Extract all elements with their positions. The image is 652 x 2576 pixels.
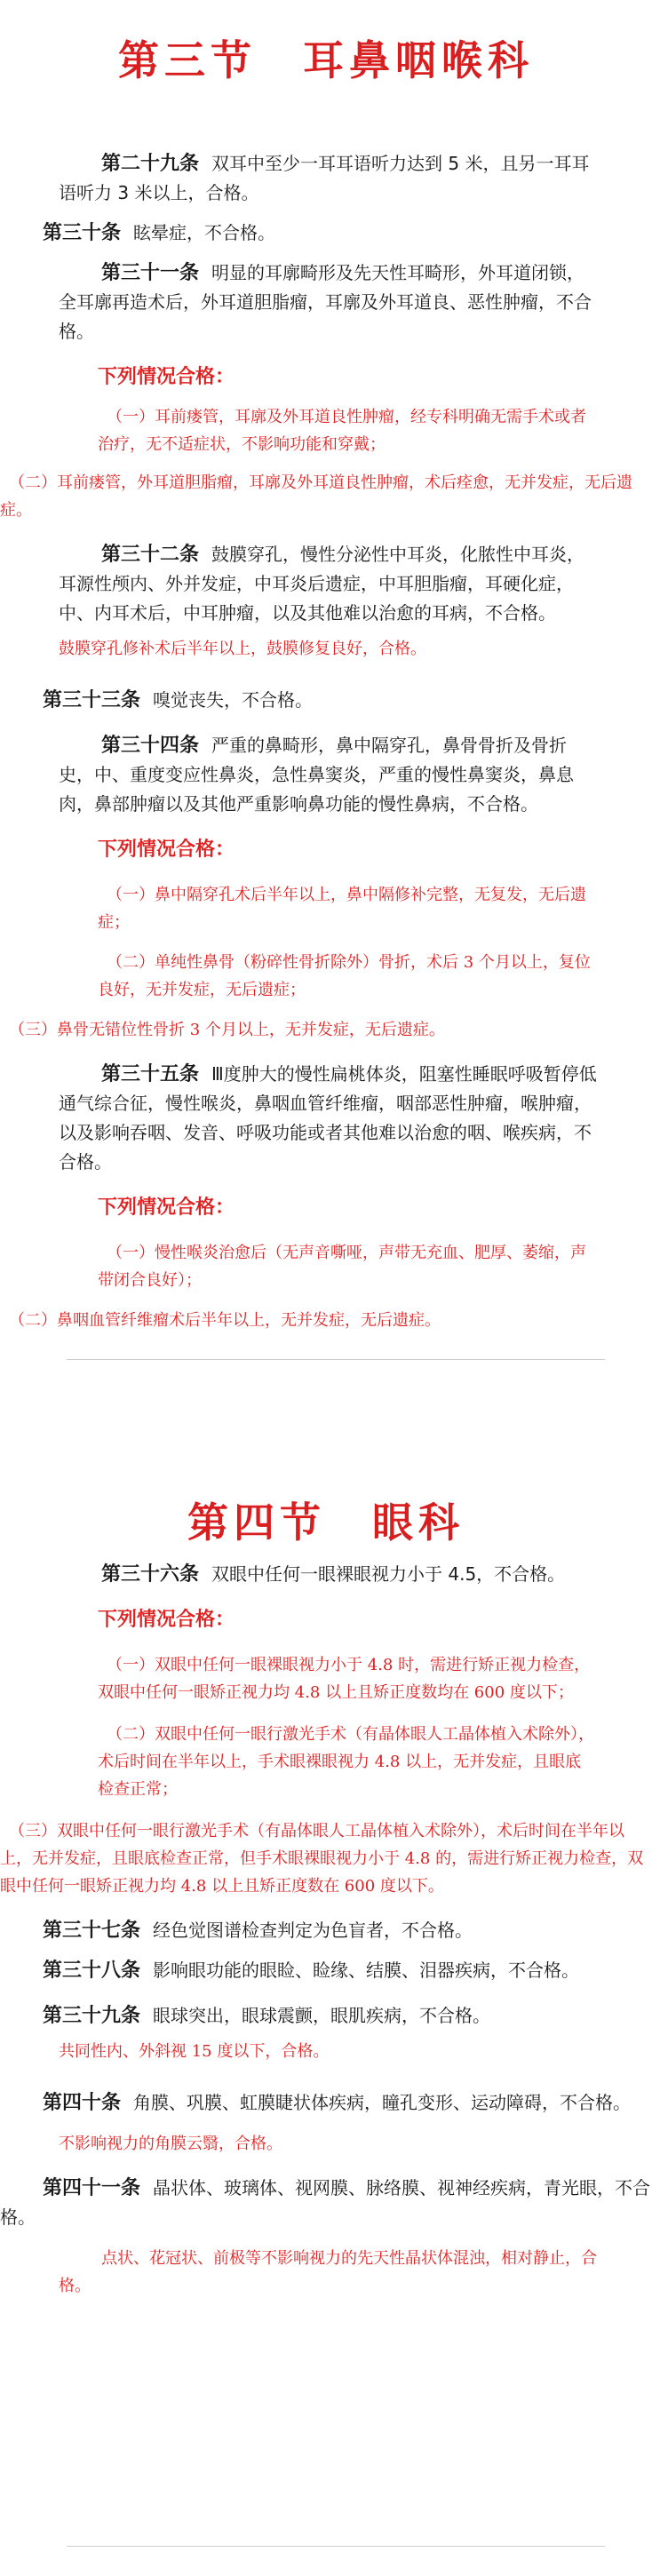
article-31: [59, 258, 597, 346]
qualified-heading: 下列情况合格：: [98, 1197, 235, 1219]
article-number: 第三十四条: [101, 735, 200, 757]
note-item: （一）慢性喉炎治愈后（无声音嘶哑，声带无充血、肥厚、萎缩，声带闭合良好）；: [98, 1244, 586, 1290]
article-29: [59, 149, 597, 208]
article-text: 嗅觉丧失，不合格。: [153, 689, 314, 711]
article-35: [59, 1060, 597, 1177]
article-text: 角膜、巩膜、虹膜睫状体疾病，瞳孔变形、运动障碍，不合格。: [133, 2092, 632, 2113]
note-item: 鼓膜穿孔修补术后半年以上，鼓膜修复良好，合格。: [59, 640, 426, 658]
article-number: 第三十条: [43, 222, 122, 244]
article-number: 第三十五条: [101, 1063, 200, 1085]
note-item: （三）鼻骨无错位性骨折 3 个月以上，无并发症，无后遗症。: [9, 1021, 445, 1039]
article-33: [0, 686, 652, 715]
article-text: 双耳中至少一耳耳语听力达到 5 米，且另一耳耳语听力 3 米以上，合格。: [59, 153, 590, 203]
note-item: （二）单纯性鼻骨（粉碎性骨折除外）骨折，术后 3 个月以上，复位良好，无并发症，无后遗症；: [98, 953, 591, 999]
article-39: [0, 2001, 652, 2031]
note-item: （一）双眼中任何一眼裸眼视力小于 4.8 时，需进行矫正视力检查，双眼中任何一眼矫正视力均 4.8 以上且矫正度数均在 600 度以下；: [98, 1656, 591, 1702]
article-37: [0, 1916, 652, 1945]
article-number: 第四十一条: [43, 2177, 141, 2199]
note-item: （二）双眼中任何一眼行激光手术（有晶体眼人工晶体植入术除外），术后时间在半年以上，手术眼裸眼视力 4.8 以上，无并发症，且眼底检查正常；: [98, 1725, 594, 1799]
article-34: [59, 731, 597, 819]
article-40: [0, 2088, 652, 2118]
section-divider: [67, 1359, 605, 1360]
note-item: （三）双眼中任何一眼行激光手术（有晶体眼人工晶体植入术除外），术后时间在半年以上，无并发症，且眼底检查正常，但手术眼裸眼视力小于 4.8 的，需进行矫正视力检查，双眼中任何一眼矫正视力均 4.8 以上且矫正度数在 600 度以下。: [0, 1822, 644, 1896]
note-item: （一）鼻中隔穿孔术后半年以上，鼻中隔修补完整，无复发，无后遗症；: [98, 886, 586, 932]
article-text: 明显的耳廓畸形及先天性耳畸形，外耳道闭锁，全耳廓再造术后，外耳道胆脂瘤，耳廓及外耳道良、恶性肿瘤，不合格。: [59, 262, 592, 342]
section-divider: [67, 2546, 605, 2547]
article-text: 影响眼功能的眼睑、睑缘、结膜、泪器疾病，不合格。: [153, 1960, 580, 1981]
note-item: （二）鼻咽血管纤维瘤术后半年以上，无并发症，无后遗症。: [9, 1311, 441, 1330]
article-30: [0, 219, 652, 248]
article-text: 眼球突出，眼球震颤，眼肌疾病，不合格。: [153, 2005, 491, 2026]
qualified-heading: 下列情况合格：: [98, 366, 235, 388]
section-title: 第四节 眼科: [187, 1499, 465, 1546]
article-number: 第三十八条: [43, 1960, 141, 1982]
article-41: [0, 2174, 652, 2232]
article-number: 第三十一条: [101, 262, 200, 284]
article-text: 晶状体、玻璃体、视网膜、脉络膜、视神经疾病，青光眼，不合格。: [0, 2177, 651, 2228]
section-ophthalmology: [0, 1475, 652, 2300]
article-38: [0, 1956, 652, 1985]
article-text: 双眼中任何一眼裸眼视力小于 4.5，不合格。: [211, 1563, 566, 1585]
article-number: 第二十九条: [101, 153, 200, 175]
article-text: Ⅲ度肿大的慢性扁桃体炎，阻塞性睡眠呼吸暂停低通气综合征，慢性喉炎，鼻咽血管纤维瘤，咽部恶性肿瘤，喉肿瘤，以及影响吞咽、发音、呼吸功能或者其他难以治愈的咽、喉疾病，不合格。: [59, 1063, 597, 1173]
qualified-heading: 下列情况合格：: [98, 1609, 235, 1631]
article-number: 第三十九条: [43, 2005, 141, 2027]
article-32: [59, 540, 597, 628]
article-text: 鼓膜穿孔，慢性分泌性中耳炎，化脓性中耳炎，耳源性颅内、外并发症，中耳炎后遗症，中耳胆脂瘤，耳硬化症，中、内耳术后，中耳肿瘤，以及其他难以治愈的耳病，不合格。: [59, 544, 585, 624]
qualified-heading: 下列情况合格：: [98, 839, 235, 861]
section-title: 第三节 耳鼻咽喉科: [118, 36, 534, 84]
article-number: 第三十六条: [101, 1563, 200, 1586]
article-number: 第三十三条: [43, 689, 141, 712]
note-item: （二）耳前瘘管，外耳道胆脂瘤，耳廓及外耳道良性肿瘤，术后痊愈，无并发症，无后遗症。: [0, 473, 632, 520]
article-number: 第三十二条: [101, 544, 200, 566]
article-36: [59, 1560, 597, 1589]
note-item: 共同性内、外斜视 15 度以下，合格。: [59, 2042, 330, 2061]
article-text: 严重的鼻畸形，鼻中隔穿孔，鼻骨骨折及骨折史，中、重度变应性鼻炎，急性鼻窦炎，严重的慢性鼻窦炎，鼻息肉，鼻部肿瘤以及其他严重影响鼻功能的慢性鼻病，不合格。: [59, 735, 574, 815]
article-number: 第四十条: [43, 2092, 122, 2114]
note-item: （一）耳前瘘管，耳廓及外耳道良性肿瘤，经专科明确无需手术或者治疗，无不适症状，不影响功能和穿戴；: [98, 408, 586, 454]
article-number: 第三十七条: [43, 1920, 141, 1942]
note-item: 点状、花冠状、前极等不影响视力的先天性晶状体混浊，相对静止，合格。: [59, 2249, 597, 2295]
note-item: 不影响视力的角膜云翳，合格。: [59, 2135, 282, 2153]
article-text: 经色觉图谱检查判定为色盲者，不合格。: [153, 1920, 473, 1941]
article-text: 眩晕症，不合格。: [133, 222, 276, 243]
